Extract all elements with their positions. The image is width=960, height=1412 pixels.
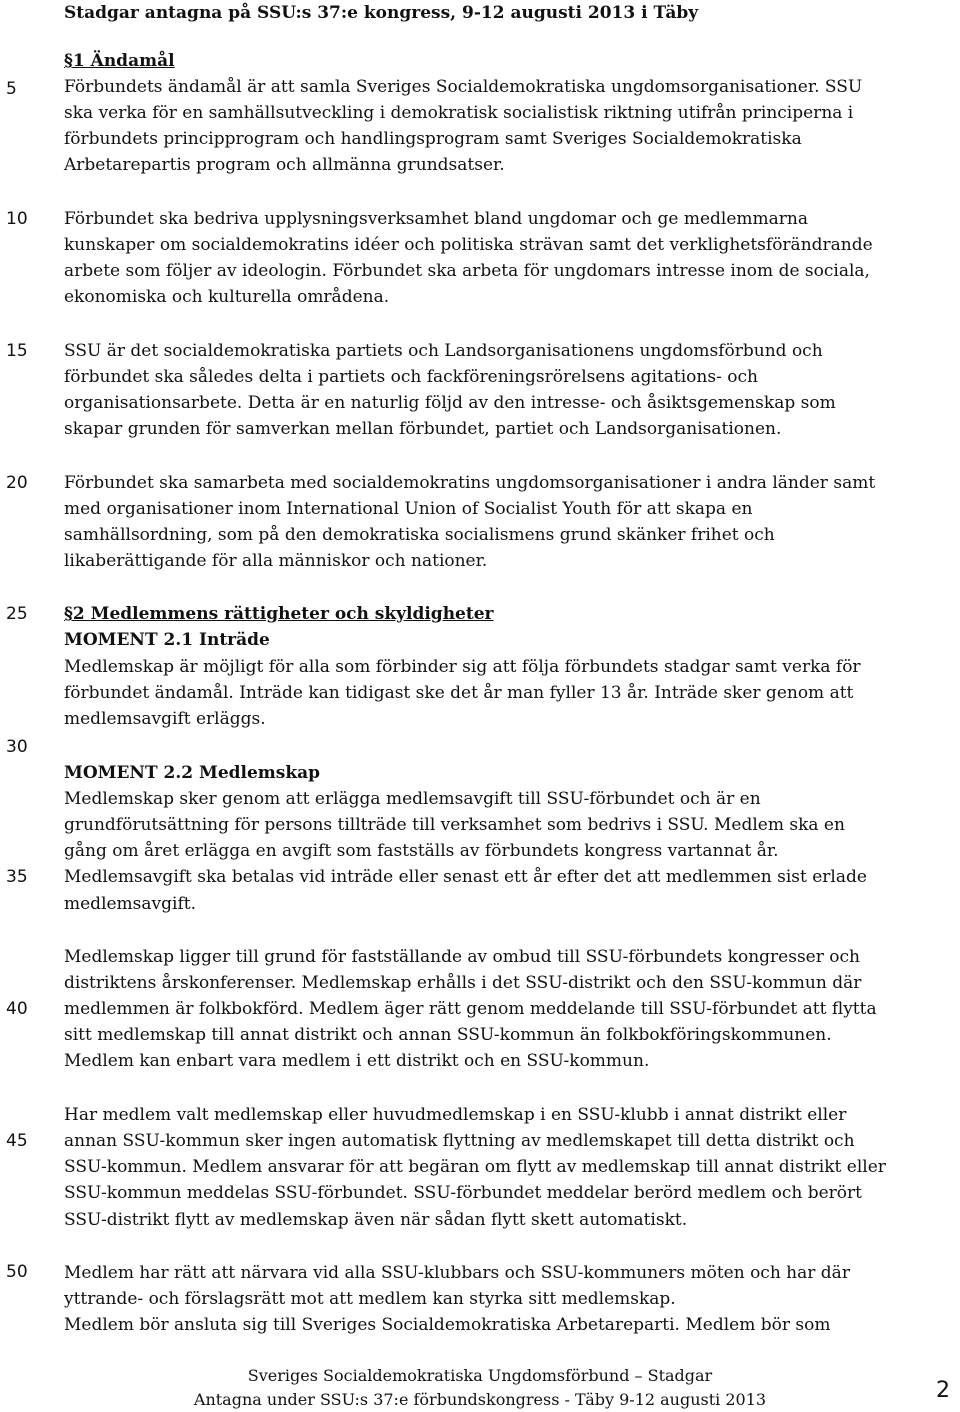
line-number: 10 [6,209,28,229]
paragraph-line: distriktens årskonferenser. Medlemskap erhålls i det SSU-distrikt och den SSU-kommun där [64,973,862,993]
line-number: 45 [6,1131,28,1151]
paragraph-line: Medlem kan enbart vara medlem i ett distrikt och en SSU-kommun. [64,1051,650,1071]
paragraph-line: Medlem har rätt att närvara vid alla SSU-klubbars och SSU-kommuners möten och har där [64,1263,850,1283]
paragraph-line: Medlemsavgift ska betalas vid inträde eller senast ett år efter det att medlemmen sist erlade [64,867,867,887]
paragraph-line: samhällsordning, som på den demokratiska socialismens grund skänker frihet och [64,525,775,545]
paragraph-line: medlemsavgift erläggs. [64,709,266,729]
moment-2-2-heading: MOMENT 2.2 Medlemskap [64,763,321,783]
paragraph-line: Har medlem valt medlemskap eller huvudmedlemskap i en SSU-klubb i annat distrikt eller [64,1105,847,1125]
paragraph-line: ska verka för en samhällsutveckling i demokratisk socialistisk riktning utifrån principerna i [64,103,854,123]
paragraph-line: Förbundets ändamål är att samla Sveriges Socialdemokratiska ungdomsorganisationer. SSU [64,77,863,97]
paragraph-line: skapar grunden för samverkan mellan förbundet, partiet och Landsorganisationen. [64,419,782,439]
line-number: 30 [6,737,28,757]
paragraph-line: likaberättigande för alla människor och nationer. [64,551,488,571]
paragraph-line: Arbetarepartis program och allmänna grundsatser. [64,155,505,175]
paragraph-line: medlemmen är folkbokförd. Medlem äger rätt genom meddelande till SSU-förbundet att flytta [64,999,877,1019]
footer-line-1: Sveriges Socialdemokratiska Ungdomsförbund – Stadgar [247,1366,713,1385]
line-number: 50 [6,1262,28,1282]
paragraph-line: kunskaper om socialdemokratins idéer och politiska strävan samt det verklighetsförändrande [64,235,873,255]
paragraph-line: ekonomiska och kulturella områdena. [64,287,390,307]
paragraph-line: gång om året erlägga en avgift som fastställs av förbundets kongress vartannat år. [64,841,779,861]
moment-2-1-heading: MOMENT 2.1 Inträde [64,630,270,650]
paragraph-line: organisationsarbete. Detta är en naturlig följd av den intresse- och åsiktsgemenskap som [64,393,836,413]
paragraph-line: annan SSU-kommun sker ingen automatisk flyttning av medlemskapet till detta distrikt och [64,1131,855,1151]
section-2-heading: §2 Medlemmens rättigheter och skyldigheter [64,604,494,624]
paragraph-line: förbundet ska således delta i partiets och fackföreningsrörelsens agitations- och [64,367,758,387]
paragraph-line: medlemsavgift. [64,894,196,914]
line-number: 5 [6,79,17,99]
page-number: 2 [936,1378,950,1403]
paragraph-line: Medlem bör ansluta sig till Sveriges Socialdemokratiska Arbetareparti. Medlem bör som [64,1315,831,1335]
paragraph-line: Förbundet ska bedriva upplysningsverksamhet bland ungdomar och ge medlemmarna [64,209,808,229]
line-number: 15 [6,341,28,361]
paragraph-line: Medlemskap är möjligt för alla som förbinder sig att följa förbundets stadgar samt verka för [64,657,861,677]
line-number: 40 [6,999,28,1019]
paragraph-line: förbundets principprogram och handlingsprogram samt Sveriges Socialdemokratiska [64,129,802,149]
paragraph-line: med organisationer inom International Union of Socialist Youth för att skapa en [64,499,753,519]
paragraph-line: SSU-kommun. Medlem ansvarar för att begäran om flytt av medlemskap till annat distrikt eller [64,1157,886,1177]
line-number: 35 [6,867,28,887]
paragraph-line: SSU-kommun meddelas SSU-förbundet. SSU-förbundet meddelar berörd medlem och berört [64,1183,862,1203]
footer-line-2: Antagna under SSU:s 37:e förbundskongress - Täby 9-12 augusti 2013 [193,1390,767,1409]
paragraph-line: Medlemskap ligger till grund för fastställande av ombud till SSU-förbundets kongresser och [64,947,860,967]
document-header-title: Stadgar antagna på SSU:s 37:e kongress, 9-12 augusti 2013 i Täby [64,3,699,23]
paragraph-line: sitt medlemskap till annat distrikt och annan SSU-kommun än folkbokföringskommunen. [64,1025,832,1045]
paragraph-line: arbete som följer av ideologin. Förbundet ska arbeta för ungdomars intresse inom de sociala, [64,261,870,281]
line-number: 20 [6,473,28,493]
paragraph-line: SSU är det socialdemokratiska partiets och Landsorganisationens ungdomsförbund och [64,341,823,361]
paragraph-line: Förbundet ska samarbeta med socialdemokratins ungdomsorganisationer i andra länder samt [64,473,876,493]
paragraph-line: yttrande- och förslagsrätt mot att medlem kan styrka sitt medlemskap. [64,1289,676,1309]
paragraph-line: Medlemskap sker genom att erlägga medlemsavgift till SSU-förbundet och är en [64,789,761,809]
line-number: 25 [6,604,28,624]
paragraph-line: grundförutsättning för persons tillträde till verksamhet som bedrivs i SSU. Medlem ska en [64,815,845,835]
paragraph-line: förbundet ändamål. Inträde kan tidigast ske det år man fyller 13 år. Inträde sker genom att [64,683,854,703]
paragraph-line: SSU-distrikt flytt av medlemskap även när sådan flytt skett automatiskt. [64,1210,688,1230]
section-1-heading: §1 Ändamål [64,51,175,71]
